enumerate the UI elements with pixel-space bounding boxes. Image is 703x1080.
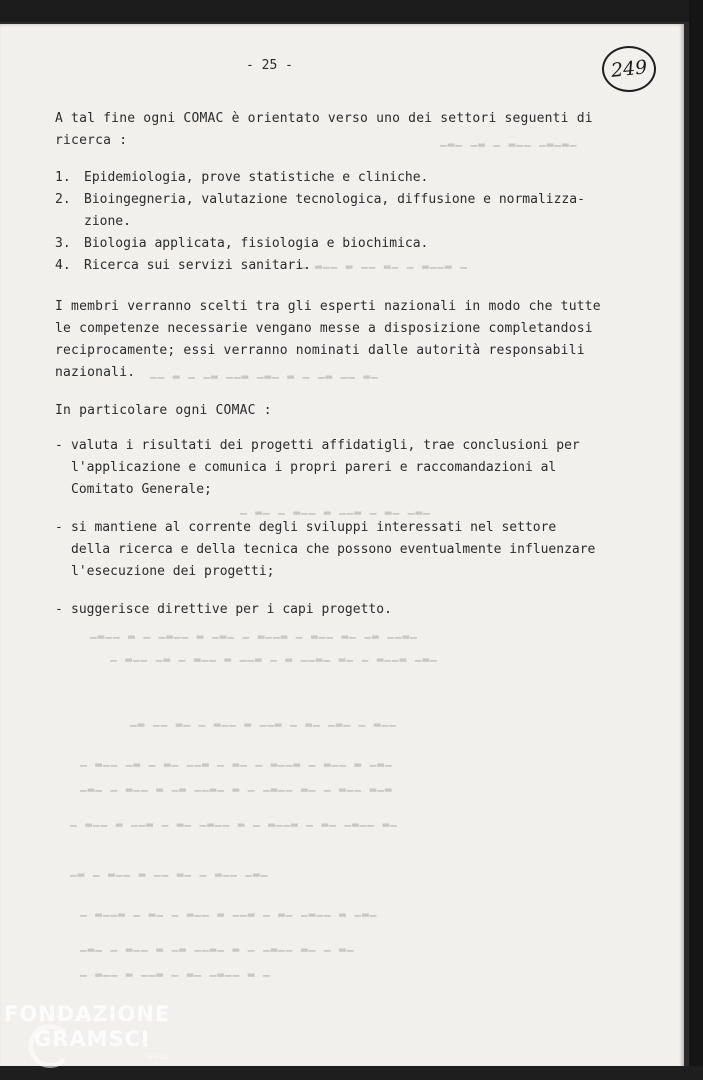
members-line: reciprocamente; essi verranno nominati dalle autorità responsabili: [55, 343, 585, 358]
sector-item: [55, 170, 428, 185]
sector-text: Bioingegneria, valutazione tecnologica, diffusione e normalizza-: [84, 192, 585, 207]
bleed-through: ▁ ▂▁ ▁ ▂▁▁ ▂ ▁▁▂ ▁ ▂▁ ▁▂▁: [240, 502, 431, 515]
handwritten-page-stamp: [602, 46, 656, 92]
watermark-line-3: onlus: [145, 1052, 170, 1062]
bleed-through: ▁ ▂▁▁ ▁▂ ▁ ▂▁ ▁▁▂ ▁ ▂▁ ▁ ▂▁▁▂ ▁ ▂▁▁ ▂ ▁▂▁: [80, 754, 393, 767]
duty-line: suggerisce direttive per i capi progetto.: [71, 602, 392, 617]
handwritten-number: 249: [609, 56, 649, 82]
bleed-through: ▁ ▂▁▁ ▂ ▁▁▂ ▁ ▂▁ ▁▂▁▁ ▂ ▁ ▂▁▁▂ ▁ ▂▁ ▁▂▁▁ ▂▁: [70, 814, 398, 827]
duty-dash: -: [55, 438, 63, 453]
sector-text: Epidemiologia, prove statistiche e cliniche.: [84, 170, 429, 185]
bleed-through: ▁ ▂▁▁ ▁▂ ▁ ▂▁▁ ▂ ▁▁▂ ▁ ▂ ▁▁▂▁ ▂▁ ▁ ▂▁▁▂ ▁▂▁: [110, 649, 438, 662]
sector-number: 3.: [55, 236, 71, 251]
bleed-through: ▁ ▂▁▁ ▂ ▁▁▂ ▁ ▂▁ ▁▂▁▁ ▂ ▁: [80, 964, 271, 977]
sector-text-continued: zione.: [84, 214, 131, 229]
duty-line: si mantiene al corrente degli sviluppi interessati nel settore: [71, 520, 557, 535]
bleed-through: ▁▂▁ ▁▂ ▁ ▂▁▁ ▁▂▁▂▁: [440, 134, 578, 147]
particular-intro: In particolare ogni COMAC :: [55, 403, 272, 418]
duty-dash: -: [55, 520, 63, 535]
duty-line: Comitato Generale;: [71, 482, 212, 497]
bleed-through: ▁▂▁ ▁ ▂▁▁ ▂ ▁▂ ▁▁▂▁ ▂ ▁ ▁▂▁▁ ▂▁ ▁ ▂▁▁ ▂▁▂: [80, 779, 393, 792]
bleed-through: ▁▂▁ ▁ ▂▁▁ ▂ ▁▂ ▁▁▂▁ ▂ ▁ ▁▂▁▁ ▂▁ ▁ ▂▁: [80, 939, 355, 952]
bleed-through: ▁▂ ▁ ▂▁▁ ▂ ▁▁ ▂▁ ▁ ▂▁▁ ▁▂▁: [70, 864, 269, 877]
bleed-through: ▁▂▁▁ ▂ ▁ ▁▂▁▁ ▂ ▁▂▁ ▁ ▂▁▁▂ ▁ ▂▁▁ ▂▁ ▁▂ ▁▁▂▁: [90, 626, 418, 639]
scanner-frame-bottom: [0, 1066, 703, 1080]
sector-item: [55, 258, 311, 273]
duty-line: della ricerca e della tecnica che possono eventualmente influenzare: [71, 542, 596, 557]
sector-text: Ricerca sui servizi sanitari.: [84, 258, 311, 273]
members-line: nazionali.: [55, 365, 136, 380]
sector-item: [55, 236, 428, 251]
intro-line: A tal fine ogni COMAC è orientato verso uno dei settori seguenti di: [55, 111, 593, 126]
duty-line: valuta i risultati dei progetti affidatigli, trae conclusioni per: [71, 438, 580, 453]
members-line: I membri verranno scelti tra gli esperti nazionali in modo che tutte: [55, 299, 601, 314]
scanner-frame-right: [689, 0, 703, 1080]
bleed-through: ▁▂ ▁▁ ▂▁ ▁ ▂▁▁ ▂ ▁▁▂ ▁ ▂▁ ▁▂▁ ▁ ▂▁▁: [130, 714, 397, 727]
sector-number: 2.: [55, 192, 71, 207]
document-page: [0, 24, 684, 1068]
watermark-line-2: GRAMSCI: [34, 1027, 150, 1051]
bleed-through: ▁ ▂▁▁ ▂ ▁▁ ▂▁ ▁ ▂▁▁▂ ▁: [300, 256, 468, 269]
bleed-through: ▁▁ ▂ ▁ ▁▂ ▁▁▂ ▁▂▁ ▂ ▁ ▁▂ ▁▁ ▂▁: [150, 366, 379, 379]
sector-item: [55, 192, 585, 207]
duty-dash: -: [55, 602, 63, 617]
intro-line: ricerca :: [55, 133, 128, 148]
watermark-line-1: FONDAZIONE: [4, 1002, 171, 1026]
duty-line: l'esecuzione dei progetti;: [71, 564, 275, 579]
bleed-through: ▁ ▂▁▁▂ ▁ ▂▁ ▁ ▂▁▁ ▂ ▁▁▂ ▁ ▂▁ ▁▂▁▁ ▂ ▁▂▁: [80, 904, 378, 917]
duty-line: l'applicazione e comunica i propri pareri e raccomandazioni al: [71, 460, 557, 475]
scanner-frame-top: [0, 0, 703, 22]
sector-number: 4.: [55, 258, 71, 273]
members-line: le competenze necessarie vengano messe a disposizione completandosi: [55, 321, 593, 336]
sector-text: Biologia applicata, fisiologia e biochimica.: [84, 236, 429, 251]
page-number: - 25 -: [246, 58, 293, 73]
sector-number: 1.: [55, 170, 71, 185]
